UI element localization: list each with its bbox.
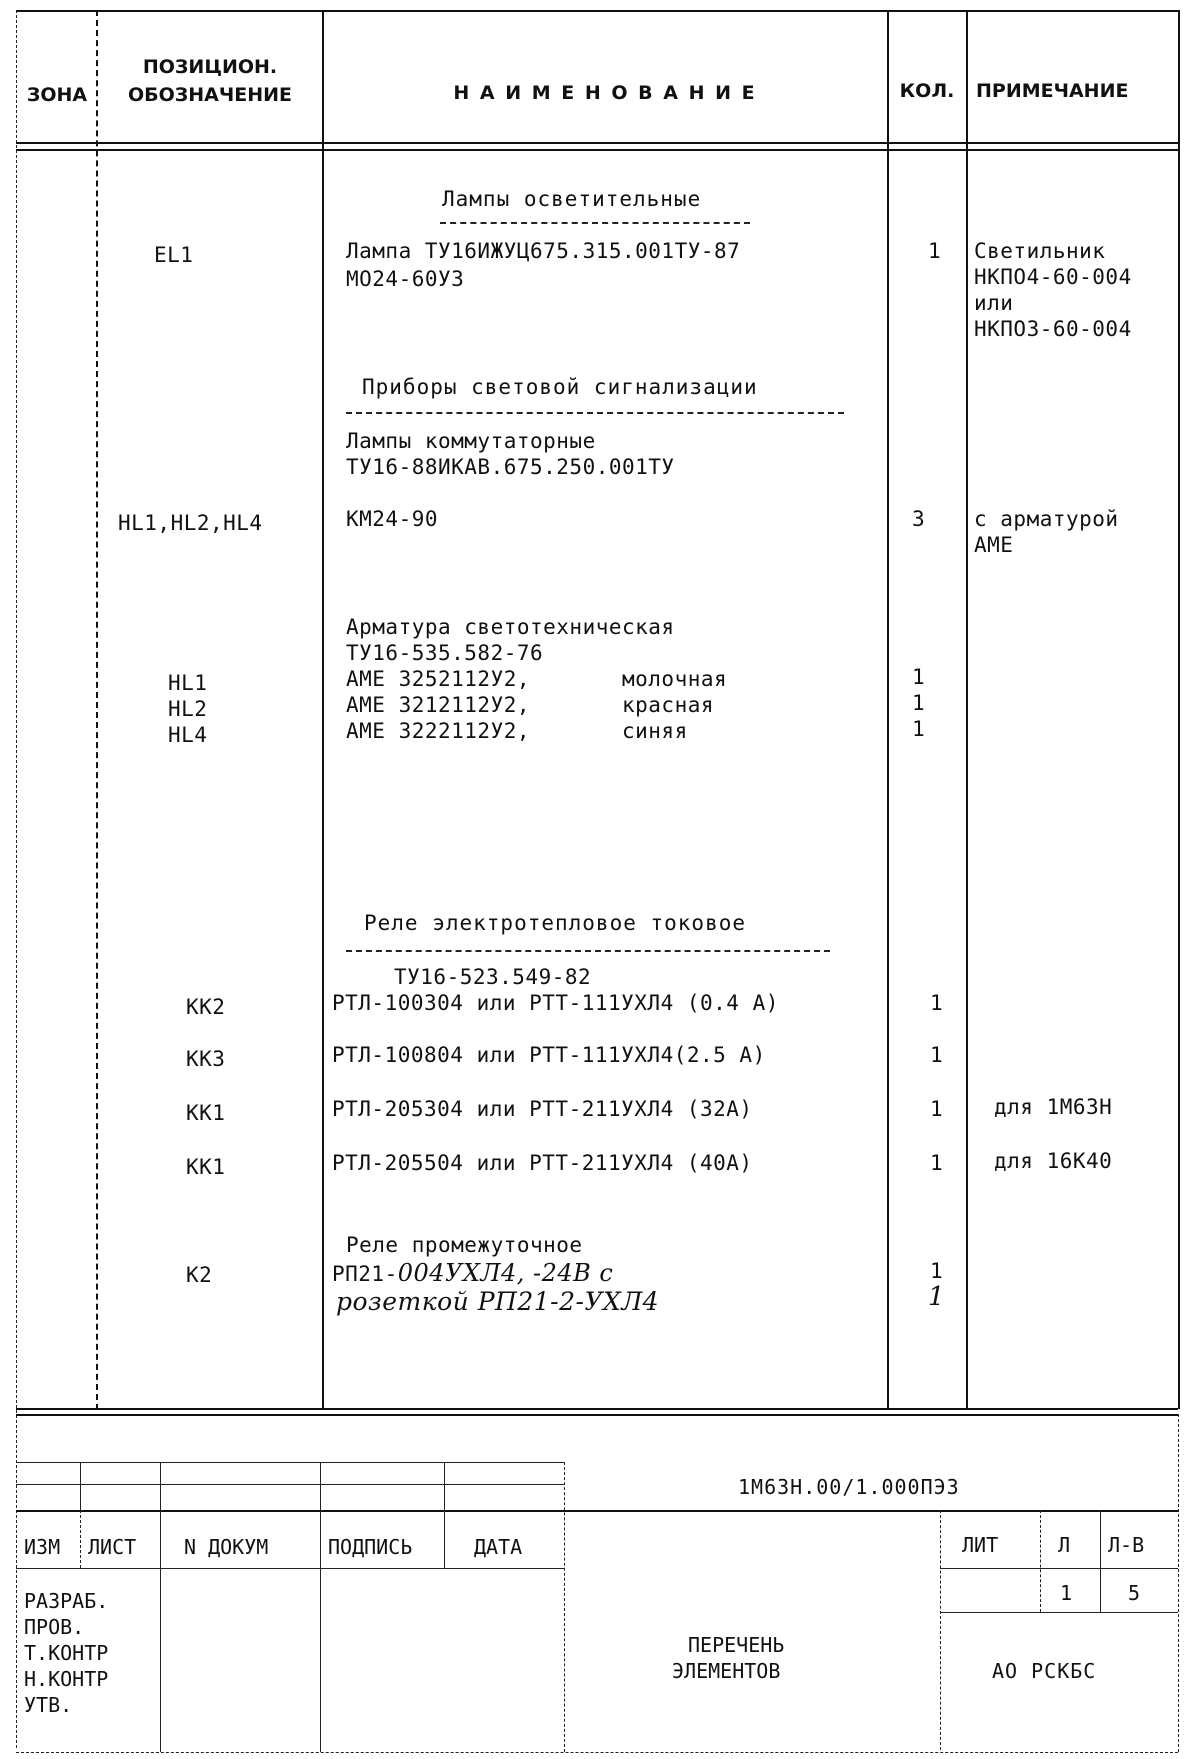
header-position-line2: ОБОЗНАЧЕНИЕ [127,84,292,106]
armature-line1: Арматура светотехническая [346,615,675,639]
doc-title-line2: ЭЛЕМЕНТОВ [672,1659,781,1683]
el1-pos: EL1 [154,243,194,267]
label-n-dokum: N ДОКУМ [184,1535,269,1559]
section-lamps-underline [440,222,750,224]
k2-pos: К2 [186,1263,213,1287]
el1-note-line1: Светильник [974,239,1106,263]
header-position-line1: ПОЗИЦИОН. [142,56,278,78]
hl-group-pos: HL1,HL2,HL4 [118,511,263,535]
hl-group-name: КМ24-90 [346,507,439,531]
el1-note-line4: НКПО3-60-004 [974,317,1132,341]
kk1a-pos: КК1 [186,1101,226,1125]
label-izm: ИЗМ [24,1535,61,1559]
label-t-kontr: Т.КОНТР [24,1641,109,1665]
relay-tu: ТУ16-523.549-82 [394,965,592,989]
kk2-qty: 1 [930,991,944,1015]
hl1-pos: HL1 [168,671,208,695]
label-list: ЛИСТ [88,1535,137,1559]
hl1-color: молочная [622,667,728,691]
organization: АО РСКБС [992,1659,1097,1683]
kk2-pos: КК2 [186,995,226,1019]
hl1-qty: 1 [912,665,926,689]
doc-title-line1: ПЕРЕЧЕНЬ [688,1633,785,1657]
label-l: Л [1058,1533,1071,1557]
k2-name-line2 [332,1260,613,1288]
hl-group-note-line1: с арматурой [974,507,1119,531]
lamps-comm-line1: Лампы коммутаторные [346,429,596,453]
kk1a-note: для 1М63Н [994,1095,1113,1119]
section-relay-underline [346,950,830,952]
kk1b-name: РТЛ-205504 или РТТ-211УХЛ4 (40А) [332,1151,753,1175]
kk1a-qty: 1 [930,1097,944,1121]
kk3-name: РТЛ-100804 или РТТ-111УХЛ4(2.5 А) [332,1043,766,1067]
hl2-pos: HL2 [168,697,208,721]
lamps-comm-line2: ТУ16-88ИКАВ.675.250.001ТУ [346,455,675,479]
el1-name-line2: МО24-60У3 [346,267,465,291]
k2-qty: 1 [930,1259,944,1283]
kk2-name: РТЛ-100304 или РТТ-111УХЛ4 (0.4 А) [332,991,779,1015]
sheets-total: 5 [1128,1581,1141,1605]
k2-qty-handwritten: 1 [928,1282,946,1312]
hl2-color: красная [622,693,715,717]
header-name: Н А И М Е Н О В А Н И Е [453,82,757,104]
kk1b-pos: КК1 [186,1155,226,1179]
doc-number: 1М63Н.00/1.000ПЭ3 [738,1475,960,1499]
hl1-name: АМЕ 3252112У2, [346,667,531,691]
el1-note-line2: НКПО4-60-004 [974,265,1132,289]
label-lit: ЛИТ [962,1533,999,1557]
hl4-name: АМЕ 3222112У2, [346,719,531,743]
section-relay: Реле электротепловое токовое [364,911,747,935]
el1-qty: 1 [928,239,942,263]
hl-group-note-line2: АМЕ [974,533,1014,557]
armature-line2: ТУ16-535.582-76 [346,641,544,665]
hl-group-qty: 3 [912,507,926,531]
section-signal: Приборы световой сигнализации [362,375,758,399]
kk3-qty: 1 [930,1043,944,1067]
k2-name-line1: Реле промежуточное [346,1233,583,1257]
hl2-qty: 1 [912,691,926,715]
section-lamps: Лампы осветительные [442,187,702,211]
kk3-pos: КК3 [186,1047,226,1071]
label-utv: УТВ. [24,1693,73,1717]
hl2-name: АМЕ 3212112У2, [346,693,531,717]
hl4-pos: HL4 [168,723,208,747]
label-razrab: РАЗРАБ. [24,1589,109,1613]
header-qty: КОЛ. [899,80,955,102]
el1-note-line3: или [974,291,1014,315]
header-zone: ЗОНА [26,84,88,106]
kk1b-qty: 1 [930,1151,944,1175]
header-note: ПРИМЕЧАНИЕ [976,80,1129,102]
label-prov: ПРОВ. [24,1615,85,1639]
el1-name-line1: Лампа ТУ16ИЖУЦ675.315.001ТУ-87 [346,239,741,263]
label-podpis: ПОДПИСЬ [328,1535,413,1559]
hl4-color: синяя [622,719,688,743]
label-l-v: Л-В [1108,1533,1145,1557]
label-data: ДАТА [474,1535,523,1559]
k2-name-printed: РП21- [332,1262,398,1286]
sheet-number: 1 [1060,1581,1073,1605]
section-signal-underline [346,412,844,414]
kk1b-note: для 16К40 [994,1149,1113,1173]
k2-name-handwritten: 004УХЛ4, -24В с [397,1259,614,1287]
k2-name-line3: розеткой РП21-2-УХЛ4 [336,1287,660,1316]
kk1a-name: РТЛ-205304 или РТТ-211УХЛ4 (32А) [332,1097,753,1121]
hl4-qty: 1 [912,717,926,741]
label-n-kontr: Н.КОНТР [24,1667,109,1691]
